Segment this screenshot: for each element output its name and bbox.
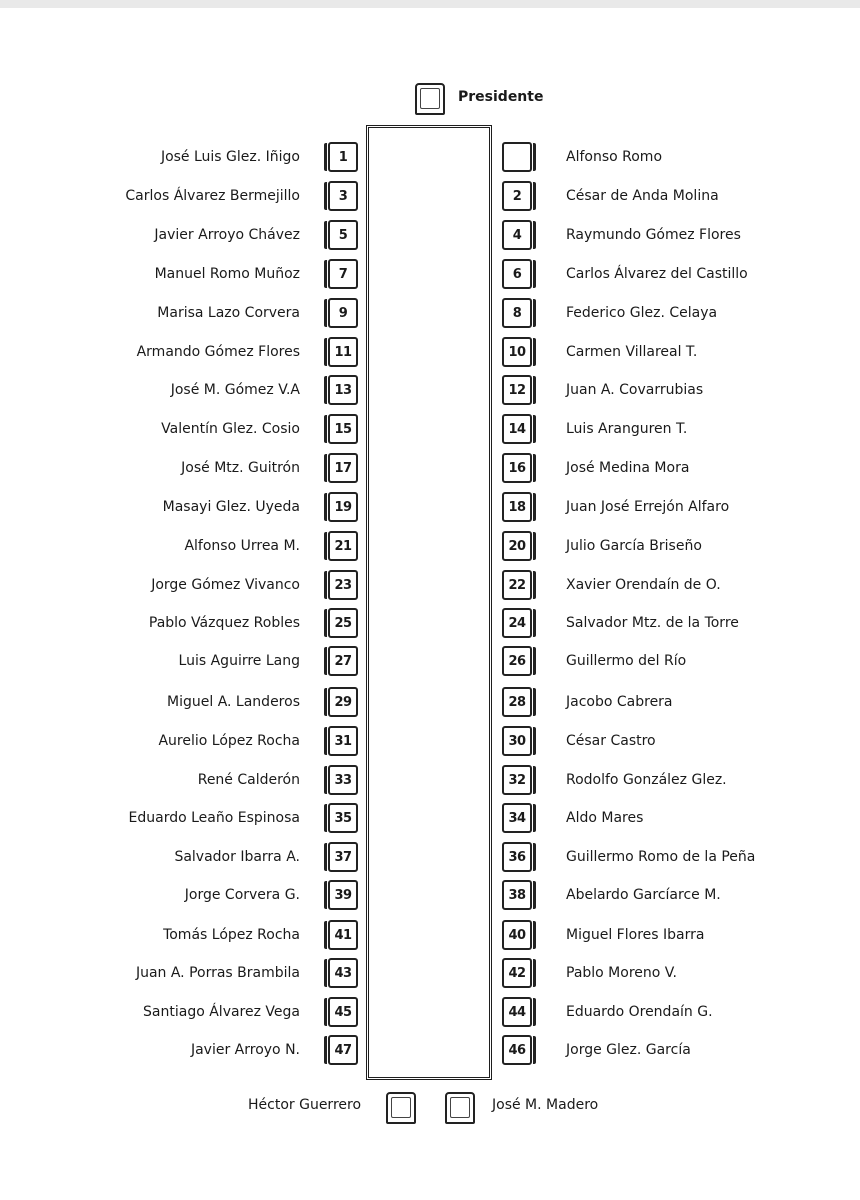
right-seat-5: [502, 298, 532, 328]
right-seat-10: [502, 492, 532, 522]
seat-number: 16: [508, 460, 526, 476]
right-seat-13: [502, 608, 532, 638]
seat-number: 23: [334, 577, 352, 593]
right-seat-name: Salvador Mtz. de la Torre: [566, 615, 739, 631]
left-seat-name: José M. Gómez V.A: [170, 382, 300, 398]
seat-number: 41: [334, 927, 352, 943]
right-seat-20: [502, 880, 532, 910]
left-seat-20: [328, 880, 358, 910]
right-seat-name: Alfonso Romo: [566, 149, 663, 165]
bottom-left-chair-icon: [386, 1092, 416, 1124]
left-seat-name: Valentín Glez. Cosio: [161, 421, 300, 437]
seat-number: 46: [508, 1042, 526, 1058]
seat-number: 47: [334, 1042, 352, 1058]
left-seat-name: Jorge Corvera G.: [184, 887, 300, 903]
seat-number: 18: [508, 499, 526, 515]
seat-number: 36: [508, 849, 526, 865]
left-seat-13: [328, 608, 358, 638]
seat-number: 26: [508, 653, 526, 669]
left-seat-4: [328, 259, 358, 289]
right-seat-name: César de Anda Molina: [566, 188, 719, 204]
left-seat-name: Alfonso Urrea M.: [184, 538, 300, 554]
left-seat-15: [328, 687, 358, 717]
seat-number: 42: [508, 965, 526, 981]
left-seat-name: Jorge Gómez Vivanco: [151, 577, 300, 593]
right-seat-name: César Castro: [566, 733, 656, 749]
seat-number: [504, 144, 530, 170]
right-seat-name: Aldo Mares: [566, 810, 644, 826]
right-seat-2: [502, 181, 532, 211]
seat-number: 25: [334, 615, 352, 631]
seat-number: 31: [334, 733, 352, 749]
left-seat-9: [328, 453, 358, 483]
seat-number: 40: [508, 927, 526, 943]
seat-number: 17: [334, 460, 352, 476]
right-seat-name: Jacobo Cabrera: [566, 694, 673, 710]
right-seat-name: Rodolfo González Glez.: [566, 772, 727, 788]
right-seat-name: Abelardo Garcíarce M.: [566, 887, 721, 903]
left-seat-18: [328, 803, 358, 833]
seat-number: 9: [338, 305, 348, 321]
right-seat-18: [502, 803, 532, 833]
right-seat-11: [502, 531, 532, 561]
seat-number: 24: [508, 615, 526, 631]
left-seat-name: Eduardo Leaño Espinosa: [128, 810, 300, 826]
left-seat-name: Javier Arroyo Chávez: [154, 227, 300, 243]
left-seat-19: [328, 842, 358, 872]
right-seat-15: [502, 687, 532, 717]
seat-number: 37: [334, 849, 352, 865]
left-seat-14: [328, 646, 358, 676]
seat-number: 13: [334, 382, 352, 398]
left-seat-8: [328, 414, 358, 444]
right-seat-name: Xavier Orendaín de O.: [566, 577, 721, 593]
left-seat-name: Carlos Álvarez Bermejillo: [125, 188, 300, 204]
left-seat-name: Santiago Álvarez Vega: [143, 1004, 300, 1020]
left-seat-name: Aurelio López Rocha: [158, 733, 300, 749]
seat-number: 12: [508, 382, 526, 398]
right-seat-name: Federico Glez. Celaya: [566, 305, 718, 321]
conference-table: [366, 125, 492, 1080]
bottom-left-name: Héctor Guerrero: [248, 1097, 362, 1113]
right-seat-7: [502, 375, 532, 405]
seat-number: 15: [334, 421, 352, 437]
right-seat-9: [502, 453, 532, 483]
right-seat-name: Carmen Villareal T.: [566, 344, 698, 360]
right-seat-name: José Medina Mora: [566, 460, 690, 476]
right-seat-6: [502, 337, 532, 367]
left-seat-name: Armando Gómez Flores: [136, 344, 300, 360]
left-seat-name: José Mtz. Guitrón: [181, 460, 300, 476]
left-seat-5: [328, 298, 358, 328]
bottom-right-name: José M. Madero: [492, 1097, 599, 1113]
left-seat-10: [328, 492, 358, 522]
left-seat-21: [328, 920, 358, 950]
left-seat-name: José Luis Glez. Iñigo: [160, 149, 300, 165]
seat-number: 4: [512, 227, 522, 243]
right-seat-22: [502, 958, 532, 988]
left-seat-16: [328, 726, 358, 756]
seat-number: 1: [338, 149, 348, 165]
right-seat-17: [502, 765, 532, 795]
president-label: Presidente: [458, 89, 544, 105]
seat-number: 11: [334, 344, 352, 360]
seat-number: 14: [508, 421, 526, 437]
seat-number: 34: [508, 810, 526, 826]
left-seat-name: René Calderón: [197, 772, 300, 788]
left-seat-7: [328, 375, 358, 405]
left-seat-24: [328, 1035, 358, 1065]
president-chair-icon: [415, 83, 445, 115]
right-seat-8: [502, 414, 532, 444]
right-seat-name: Miguel Flores Ibarra: [566, 927, 705, 943]
seat-number: 5: [338, 227, 348, 243]
seat-number: 3: [338, 188, 348, 204]
left-seat-name: Luis Aguirre Lang: [178, 653, 300, 669]
right-seat-name: Pablo Moreno V.: [566, 965, 678, 981]
seat-number: 44: [508, 1004, 526, 1020]
right-seat-name: Jorge Glez. García: [566, 1042, 691, 1058]
left-seat-12: [328, 570, 358, 600]
left-seat-name: Manuel Romo Muñoz: [154, 266, 300, 282]
seat-number: 29: [334, 694, 352, 710]
left-seat-1: [328, 142, 358, 172]
seat-number: 21: [334, 538, 352, 554]
right-seat-name: Eduardo Orendaín G.: [566, 1004, 713, 1020]
seat-number: 33: [334, 772, 352, 788]
seat-number: 45: [334, 1004, 352, 1020]
right-seat-24: [502, 1035, 532, 1065]
left-seat-17: [328, 765, 358, 795]
right-seat-name: Julio García Briseño: [566, 538, 702, 554]
right-seat-23: [502, 997, 532, 1027]
left-seat-name: Salvador Ibarra A.: [174, 849, 300, 865]
left-seat-name: Masayi Glez. Uyeda: [162, 499, 300, 515]
left-seat-name: Miguel A. Landeros: [167, 694, 300, 710]
right-seat-4: [502, 259, 532, 289]
seat-number: 19: [334, 499, 352, 515]
left-seat-11: [328, 531, 358, 561]
left-seat-name: Pablo Vázquez Robles: [148, 615, 300, 631]
left-seat-22: [328, 958, 358, 988]
right-seat-3: [502, 220, 532, 250]
seat-number: 2: [512, 188, 522, 204]
right-seat-name: Juan A. Covarrubias: [566, 382, 704, 398]
right-seat-12: [502, 570, 532, 600]
seat-number: 6: [512, 266, 522, 282]
seat-number: 30: [508, 733, 526, 749]
seat-number: 20: [508, 538, 526, 554]
seat-number: 38: [508, 887, 526, 903]
left-seat-name: Juan A. Porras Brambila: [135, 965, 300, 981]
seat-number: 10: [508, 344, 526, 360]
seat-number: 43: [334, 965, 352, 981]
right-seat-16: [502, 726, 532, 756]
right-seat-name: Carlos Álvarez del Castillo: [566, 266, 748, 282]
right-seat-name: Juan José Errejón Alfaro: [566, 499, 730, 515]
left-seat-name: Javier Arroyo N.: [190, 1042, 300, 1058]
left-seat-name: Marisa Lazo Corvera: [157, 305, 300, 321]
right-seat-21: [502, 920, 532, 950]
top-strip: [0, 0, 860, 8]
seat-number: 7: [338, 266, 348, 282]
left-seat-6: [328, 337, 358, 367]
left-seat-2: [328, 181, 358, 211]
right-seat-name: Raymundo Gómez Flores: [566, 227, 741, 243]
left-seat-23: [328, 997, 358, 1027]
seat-number: 39: [334, 887, 352, 903]
right-seat-19: [502, 842, 532, 872]
right-seat-14: [502, 646, 532, 676]
left-seat-name: Tomás López Rocha: [163, 927, 300, 943]
bottom-right-chair-icon: [445, 1092, 475, 1124]
seat-number: 27: [334, 653, 352, 669]
seat-number: 28: [508, 694, 526, 710]
seat-number: 32: [508, 772, 526, 788]
right-seat-name: Guillermo del Río: [566, 653, 687, 669]
right-seat-name: Luis Aranguren T.: [566, 421, 688, 437]
seat-number: 8: [512, 305, 522, 321]
seat-number: 35: [334, 810, 352, 826]
right-seat-name: Guillermo Romo de la Peña: [566, 849, 756, 865]
seat-number: 22: [508, 577, 526, 593]
right-seat-1: [502, 142, 532, 172]
left-seat-3: [328, 220, 358, 250]
